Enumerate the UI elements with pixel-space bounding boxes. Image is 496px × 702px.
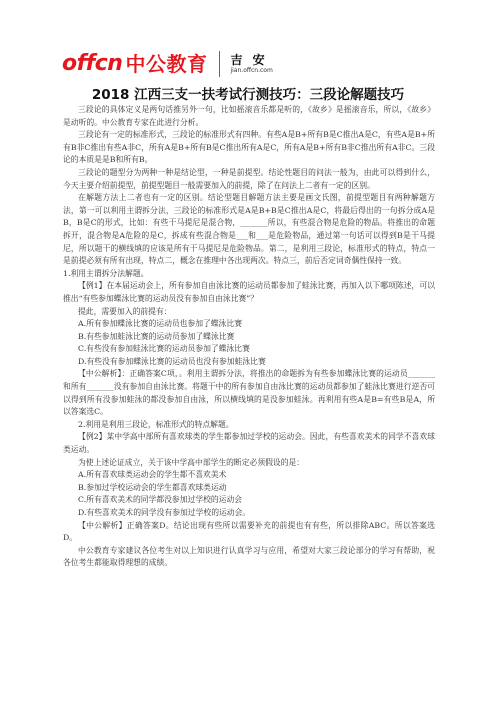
option-d: D.有些喜欢美术的同学没有参加过学校的运动会。 bbox=[78, 508, 251, 517]
example-question: 【例2】某中学高中部所有喜欢球类的学生都参加过学校的运动会。因此，有些喜欢美术的同学不喜欢球类运动。 bbox=[63, 432, 435, 455]
site-url: jian.offcn.com bbox=[230, 67, 273, 74]
paragraph: 三段论的具体定义是两句话推另外一句，比如摇滚音乐都是听的，《故乡》是摇滚音乐，所以，《故乡》是动听的。中公教育专家在此进行分析。 bbox=[63, 105, 435, 127]
paragraph: 三段论的题型分为两种一种是结论型，一种是前提型。结论性题目的问法一般为，由此可以得到什么，今天主要介绍前提型，前提型题目一般需要加入的前提，除了在问法上二者有一定的区别。 bbox=[63, 167, 435, 190]
option-c: C.所有喜欢美术的同学都没参加过学校的运动会 bbox=[78, 495, 243, 505]
option-a: A.所有喜欢球类运动会的学生都不喜欢美术 bbox=[78, 470, 227, 480]
example-question: 【例1】在本届运动会上，所有参加自由泳比赛的运动员都参加了蛙泳比赛，再加入以下哪项陈述，可以推出“有些参加蝶泳比赛的运动员没有参加自由泳比赛”？ bbox=[63, 281, 435, 303]
closing-paragraph: 中公教育专家建议各位考生对以上知识进行认真学习与应用，希望对大家三段论部分的学习有帮助，祝各位考生都能取得理想的成绩。 bbox=[63, 545, 435, 568]
section-heading: 1.利用主谓拆分法解题。 bbox=[63, 268, 149, 278]
offcn-logo: offcn bbox=[62, 51, 123, 76]
paragraph: 三段论有一定的标准形式，三段论的标准形式有四种。有些A是B+所有B是C推出A是C，有些A是B+所有B非C推出有些A非C，所有A是B+所有B是C推出所有A是C，所有A是B+所有B非C推出所有A非C。三段论的本质是是B和所有B。 bbox=[63, 130, 435, 165]
option-c: C.有些没有参加蛙泳比赛的运动员参加了蝶泳比赛 bbox=[78, 344, 250, 354]
site-name: 吉 安 bbox=[230, 53, 268, 67]
site-block bbox=[230, 53, 272, 75]
option-b: B.参加过学校运动会的学生都喜欢球类运动 bbox=[78, 482, 227, 492]
header-divider bbox=[219, 51, 220, 77]
answer-analysis: 【中公解析】正确答案D。结论出现有些所以需要补充的前提也有有些，所以排除ABC。所以答案选D。 bbox=[63, 520, 435, 543]
article-body bbox=[63, 104, 435, 570]
answer-analysis: 【中公解析】：正确答案C项，。利用主谓拆分法，将推出的命题拆为有些参加蝶泳比赛的运动员_______和所有_______没有参加自由泳比赛。将题干中的所有参加自由泳比赛的运动员都参加了蛙泳比赛进行逆否可以得到所有没参加蛙泳的都没参加自由泳，所以横线填的是没参加蛙泳。再利用有些A是B=有些B是A，所以答案选C。 bbox=[63, 369, 435, 417]
page-title: 2018 江西三支一扶考试行测技巧：三段论解题技巧 bbox=[91, 87, 405, 103]
paragraph: 为使上述论证成立，关于该中学高中部学生的断定必须假设的是： bbox=[78, 457, 305, 467]
logo-text: 中公教育 bbox=[125, 52, 208, 76]
option-a: A.所有参加蝶泳比赛的运动员也参加了蝶泳比赛 bbox=[78, 319, 243, 329]
paragraph: 提此，需要加入的前提有： bbox=[78, 306, 172, 316]
paragraph: 在解题方法上二者也有一定的区别。结论型题目解题方法主要是画文氏图，前提型题目有两种解题方法，第一可以利用主谓拆分法，三段论的标准形式是A是B+B是C推出A是C，将最后得出的一句拆分成A是B，B是C的形式，比如：有些干马提尼是混合物，_______所以，有些混合物是危险的物品。将推出的命题拆开，混合物是A危险的是C，拆成有些混合物是___和___是危险物品，通过第一句话可以得到B是干马提尼，所以题干的横线填的应该是所有干马提尼是危险物品。第二，是利用三段论，标准形式的特点，特点一是前提必须有所有出现，特点二，概念在推理中各出现两次。特点三，前后否定词奇偶性保持一致。 bbox=[63, 193, 435, 266]
option-b: B.有些参加蛙泳比赛的运动员参加了蝶泳比赛 bbox=[78, 331, 235, 341]
option-d: D.有些没有参加蝶泳比赛的运动员也没有参加蛙泳比赛 bbox=[78, 356, 266, 366]
section-heading: 2.利用是利用三段论，标准形式的特点解题。 bbox=[78, 419, 234, 429]
header bbox=[62, 48, 434, 80]
